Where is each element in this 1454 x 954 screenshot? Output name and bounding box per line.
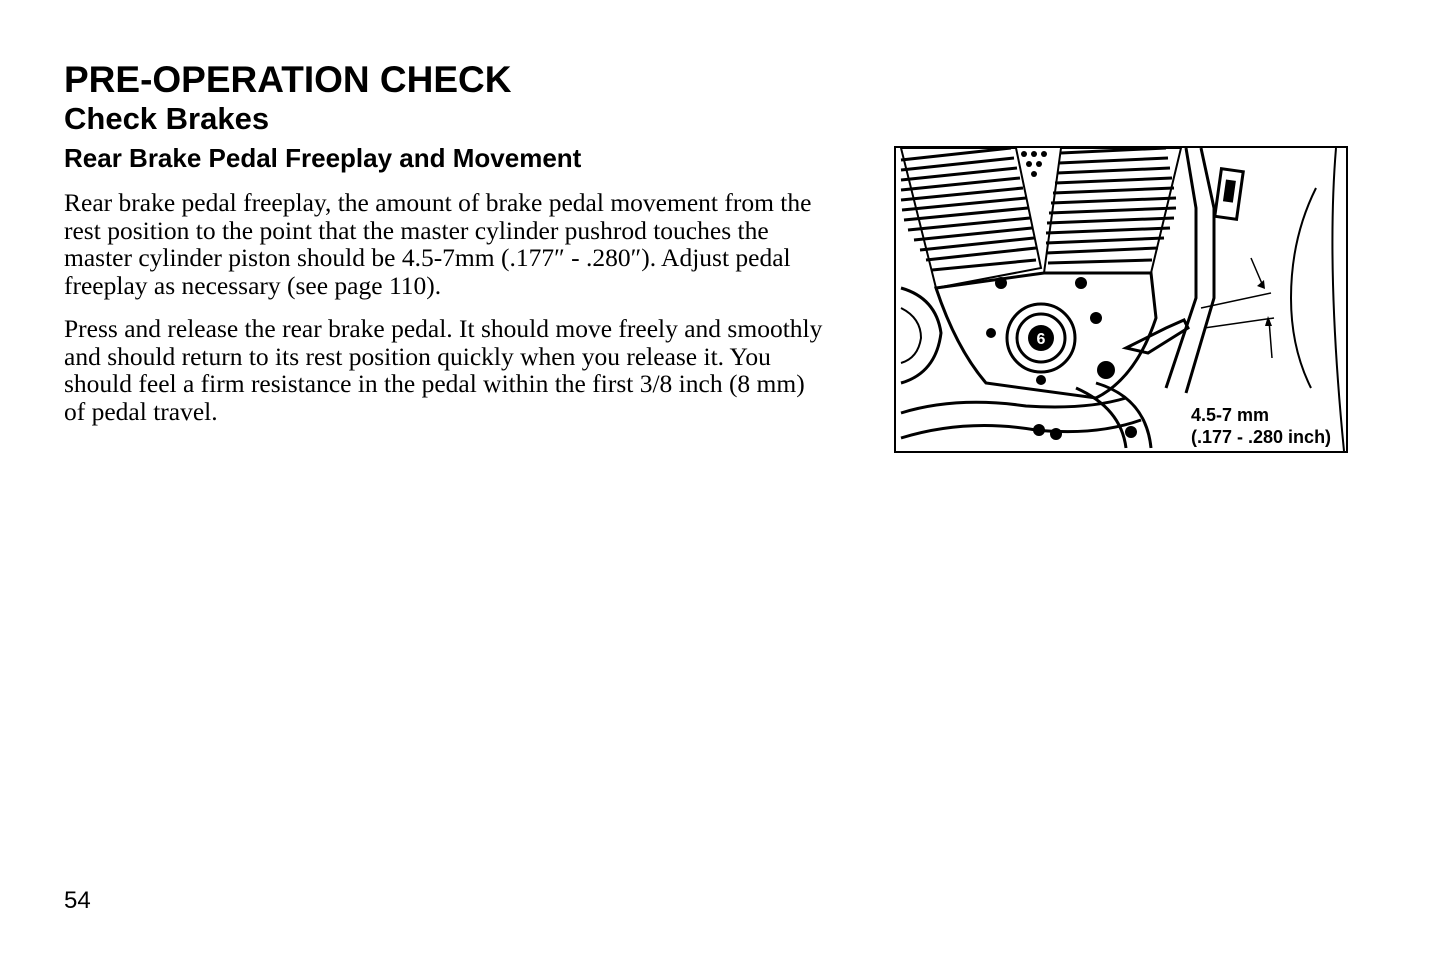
paragraph-movement: Press and release the rear brake pedal. It should move freely and smoothly and should return to its rest position quickly when you release it. You should feel a firm resistance in the pedal within the first 3/8 inch (8 mm) of pedal travel. [64, 314, 823, 426]
engine-drawing [896, 148, 1346, 451]
measurement-label-inch: (.177 - .280 inch) [1191, 427, 1332, 447]
paragraph-freeplay: Rear brake pedal freeplay, the amount of brake pedal movement from the rest position to the point that the master cylinder pushrod touches the master cylinder piston should be 4.5-7mm (.177″ - .280″). Adjust pedal freeplay as necessary (see page 110). [64, 188, 812, 300]
subsection-heading: Rear Brake Pedal Freeplay and Movement [64, 143, 582, 173]
right-cylinder-fins [1046, 148, 1176, 263]
measurement-label-mm: 4.5-7 mm [1191, 405, 1270, 425]
brake-pedal-illustration [894, 146, 1348, 453]
left-cylinder-fins [901, 148, 1036, 270]
page-title: PRE-OPERATION CHECK [64, 59, 512, 100]
page-number: 54 [64, 887, 91, 914]
section-heading: Check Brakes [64, 101, 270, 136]
svg-text:6: 6 [1036, 331, 1046, 348]
